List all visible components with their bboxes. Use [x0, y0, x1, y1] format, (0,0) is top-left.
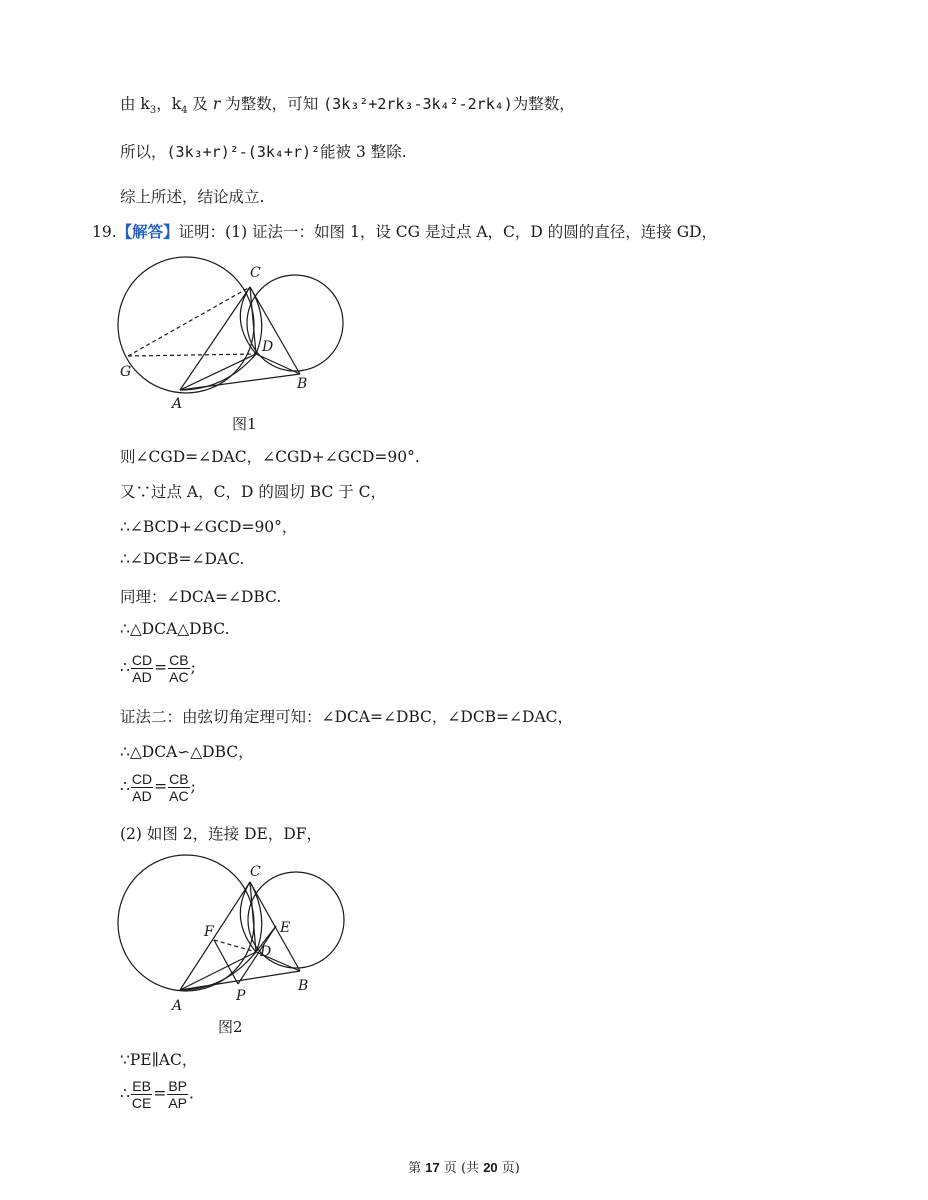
fig2-label-P: P — [236, 988, 246, 1004]
fig2-circle-left — [118, 855, 254, 991]
fig2-label-D: D — [260, 944, 272, 960]
proof-step-parallel: ∵PE∥AC， — [120, 1051, 198, 1069]
ratio-line-3: ∴ $\frac{EB}{CE}$ = $\frac{BP}{AP}$ . — [120, 1078, 194, 1112]
fig1-label-B: B — [297, 376, 308, 392]
fig2-line-CA — [180, 882, 250, 990]
fig1-label-C: C — [250, 265, 261, 281]
fig1-line-CA — [180, 287, 250, 390]
ratio-line-1: ∴ $\frac{CD}{AD}$ = $\frac{CB}{AC}$ ; — [120, 652, 196, 686]
proof-step-5: 同理：∠DCA=∠DBC. — [120, 588, 282, 606]
fraction-CB-AC: $\frac{CB}{AC}$ — [169, 652, 189, 686]
page-number: 17 — [425, 1160, 440, 1175]
proof-step-2: 又∵过点 A，C，D 的圆切 BC 于 C， — [120, 483, 387, 501]
ratio-line-2: ∴ $\frac{CD}{AD}$ = $\frac{CB}{AC}$ ; — [120, 771, 196, 805]
fig1-label-G: G — [120, 364, 132, 380]
fraction-EB-CE: $\frac{EB}{CE}$ — [131, 1078, 152, 1112]
question-19-header: 19.【解答】证明：(1) 证法一：如图 1，设 CG 是过点 A，C，D 的圆的直径，连接 GD， — [92, 222, 718, 241]
fig1-circle-left — [118, 257, 254, 393]
proof-step-1: 则∠CGD=∠DAC，∠CGD+∠GCD=90°. — [120, 448, 420, 466]
figure-2 — [110, 848, 360, 1018]
fig2-label-B: B — [298, 978, 309, 994]
fig1-dashed-GC — [128, 287, 250, 356]
fig2-label-E: E — [280, 920, 291, 936]
fig1-line-DB — [256, 354, 300, 374]
fig1-caption: 图1 — [232, 415, 257, 433]
answer-tag: 【解答】 — [116, 222, 179, 241]
proof-step-similar: ∴△DCA∽△DBC， — [120, 743, 254, 761]
fig1-label-A: A — [172, 396, 183, 412]
fraction-CD-AD-2: $\frac{CD}{AD}$ — [131, 771, 153, 805]
fraction-BP-AP: $\frac{BP}{AP}$ — [168, 1078, 188, 1112]
fraction-CD-AD: $\frac{CD}{AD}$ — [131, 652, 153, 686]
proof-step-6: ∴△DCA△DBC. — [120, 620, 230, 638]
fig1-label-D: D — [262, 339, 274, 355]
expression-1: (3k₃²+2rk₃-3k₄²-2rk₄) — [323, 95, 513, 113]
figure-1 — [110, 250, 360, 415]
proof-step-4: ∴∠DCB=∠DAC. — [120, 550, 245, 568]
proof-line-conclusion: 综上所述，结论成立. — [120, 188, 265, 206]
proof-line-divisible: 所以，(3k₃+r)²-(3k₄+r)²能被 3 整除. — [120, 143, 407, 161]
fraction-CB-AC-2: $\frac{CB}{AC}$ — [169, 771, 189, 805]
proof-step-3: ∴∠BCD+∠GCD=90°， — [120, 518, 298, 536]
fig2-label-C: C — [250, 864, 261, 880]
part-2-header: (2) 如图 2，连接 DE，DF， — [120, 825, 323, 843]
fig2-label-F: F — [204, 924, 214, 940]
page-footer: 第 17 页 (共 20 页) — [408, 1160, 520, 1176]
expression-2: (3k₃+r)²-(3k₄+r)² — [166, 143, 321, 161]
fig1-dashed-GD — [128, 354, 256, 356]
page-total: 20 — [483, 1160, 498, 1175]
fig2-caption: 图2 — [218, 1018, 243, 1036]
proof-line-integer: 由 $k_3$，$k_4$ 及 r 为整数，可知 (3k₃²+2rk₃-3k₄²-2rk₄)为整数， — [120, 95, 575, 117]
proof-method-2: 证法二：由弦切角定理可知：∠DCA=∠DBC，∠DCB=∠DAC， — [120, 708, 574, 726]
fig1-line-CB — [250, 287, 300, 374]
fig2-label-A: A — [172, 998, 183, 1014]
